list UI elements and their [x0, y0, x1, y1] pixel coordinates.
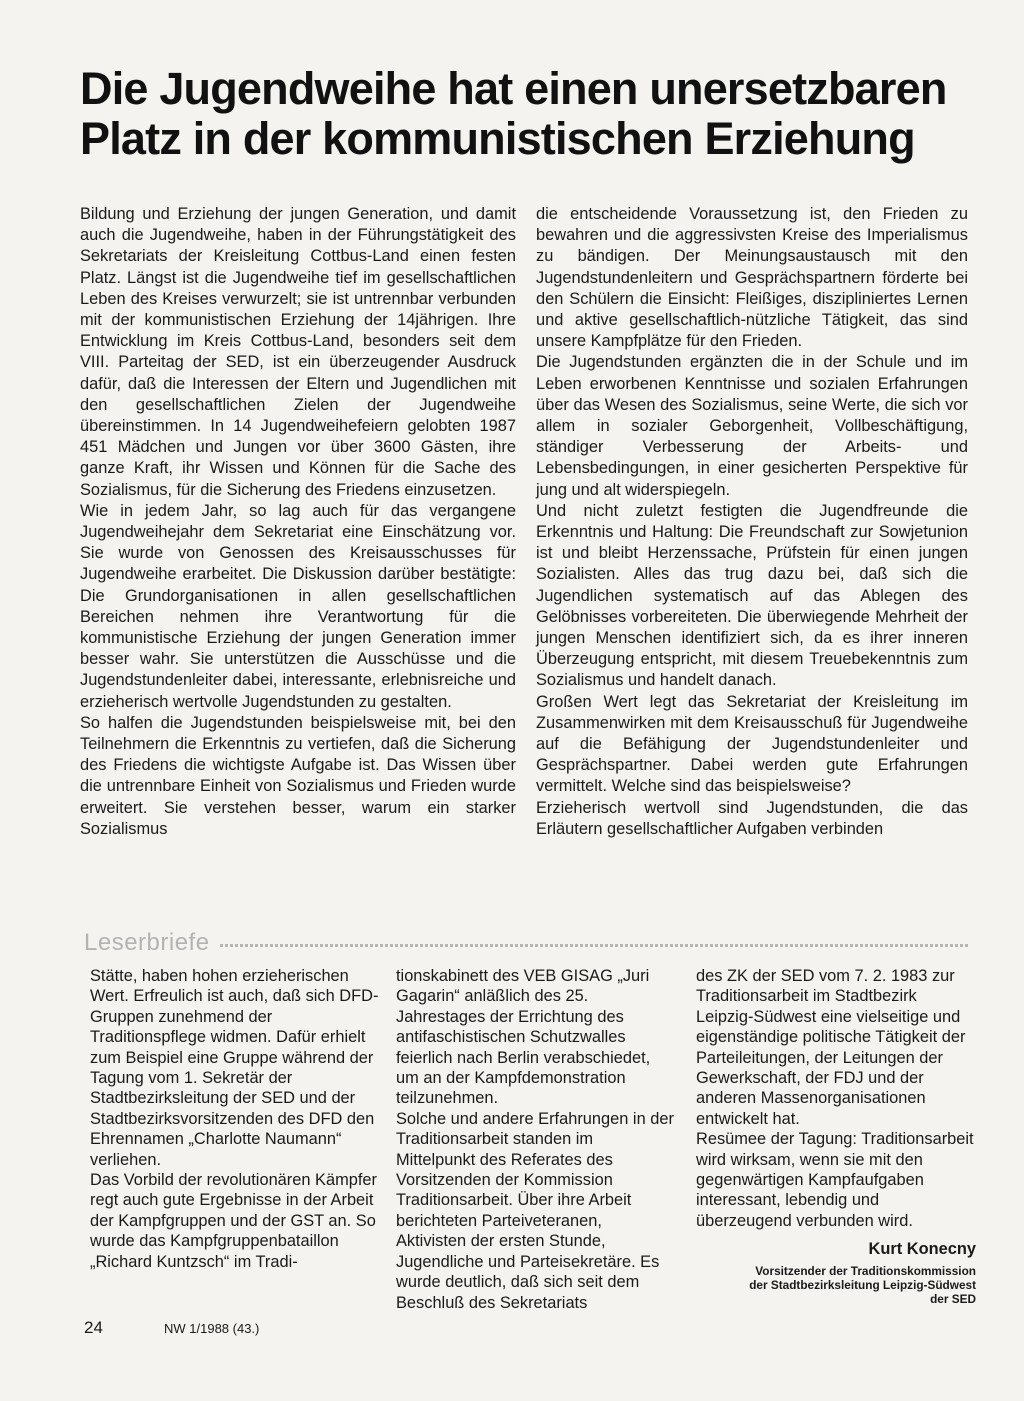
- title-line-2: Platz in der kommunistischen Erziehung: [80, 113, 915, 164]
- article-column-2: [536, 204, 968, 840]
- article-column-1: [80, 204, 516, 840]
- paragraph: Und nicht zuletzt festigten die Jugendfreunde die Erkenntnis und Haltung: Die Freundschaft zur Sowjetunion ist und bleibt Herzenssache, Prüfstein für einen jungen Sozialisten. Alles das trug dazu bei, daß sich die Jugendlichen systematisch auf das Ablegen des Gelöbnisses vorbereiteten. Die überwiegende Mehrheit der jungen Menschen identifiziert sich, da es ihrer inneren Überzeugung entspricht, mit diesem Treuebekenntnis zum Sozialismus und handelt danach.: [536, 501, 968, 690]
- affiliation-line: der Stadtbezirksleitung Leipzig-Südwest: [749, 1277, 976, 1292]
- affiliation-line: der SED: [930, 1291, 976, 1306]
- paragraph: Erzieherisch wertvoll sind Jugendstunden, die das Erläutern gesellschaftlicher Aufgaben verbinden: [536, 798, 968, 838]
- paragraph: Solche und andere Erfahrungen in der Traditionsarbeit standen im Mittelpunkt des Referates des Vorsitzenden der Kommission Traditionsarbeit. Über ihre Arbeit berichteten Parteiveteranen, Aktivisten der ersten Stunde, Jugendliche und Parteisekretäre. Es wurde deutlich, daß sich seit dem Beschluß des Sekretariats: [396, 1109, 674, 1312]
- section-label: Leserbriefe: [84, 929, 210, 956]
- paragraph: Großen Wert legt das Sekretariat der Kreisleitung im Zusammenwirken mit dem Kreisausschuß für Jugendweihe auf die Befähigung der Jugendstundenleiter und Gesprächspartner. Dabei werden gute Erfahrungen vermittelt. Welche sind das beispielsweise?: [536, 692, 968, 796]
- paragraph: tionskabinett des VEB GISAG „Juri Gagarin“ anläßlich des 25. Jahrestages der Errichtung des antifaschistischen Schutzwalles feierlich nach Berlin verabschiedet, um an der Kampfdemonstration teilzunehmen.: [396, 967, 651, 1108]
- paragraph: Bildung und Erziehung der jungen Generation, und damit auch die Jugendweihe, haben in der Führungstätigkeit des Sekretariats der Kreisleitung Cottbus-Land einen festen Platz. Längst ist die Jugendweihe tief im gesellschaftlichen Leben des Kreises verwurzelt; sie ist untrennbar verbunden mit der kommunistischen Erziehung der 14jährigen. Ihre Entwicklung im Kreis Cottbus-Land, besonders seit dem VIII. Parteitag der SED, ist ein überzeugender Ausdruck dafür, daß die Interessen der Eltern und Jugendlichen mit den gesellschaftlichen Zielen der Jugendweihe übereinstimmen. In 14 Jugendweihefeiern gelobten 1987 451 Mädchen und Jungen vor über 3600 Gästen, ihre ganze Kraft, ihr Wissen und Können für die Sache des Sozialismus, für die Sicherung des Friedens einzusetzen.: [80, 205, 516, 499]
- paragraph: die entscheidende Voraussetzung ist, den Frieden zu bewahren und die aggressivsten Kreise des Imperialismus zu bändigen. Der Meinungsaustausch mit den Jugendstundenleitern und Gesprächspartnern förderte bei den Schülern die Einsicht: Fleißiges, diszipliniertes Lernen und aktive gesellschaftlich-nützliche Tätigkeit, das sind unsere Kampfplätze für den Frieden.: [536, 205, 968, 351]
- paragraph: Stätte, haben hohen erzieherischen Wert. Erfreulich ist auch, daß sich DFD-Gruppen zunehmend der Traditionspflege widmen. Dafür erhielt zum Beispiel eine Gruppe während der Tagung vom 1. Sekretär der Stadtbezirksleitung der SED und der Stadtbezirksvorsitzenden des DFD den Ehrennamen „Charlotte Naumann“ verliehen.: [90, 967, 379, 1169]
- article-title: [80, 64, 960, 164]
- title-line-1: Die Jugendweihe hat einen unersetzbaren: [80, 63, 947, 114]
- section-divider: [220, 944, 970, 947]
- letter-column-3: [696, 966, 976, 1306]
- paragraph: des ZK der SED vom 7. 2. 1983 zur Traditionsarbeit im Stadtbezirk Leipzig-Südwest eine vielseitige und eigenständige politische Tätigkeit der Parteileitungen, der Leitungen der Gewerkschaft, der FDJ und der anderen Massenorganisationen entwickelt hat.: [696, 967, 966, 1128]
- letter-column-1: [90, 966, 380, 1272]
- page-number: 24: [84, 1318, 103, 1337]
- paragraph: Das Vorbild der revolutionären Kämpfer regt auch gute Ergebnisse in der Arbeit der Kampfgruppen und der GST an. So wurde das Kampfgruppenbataillon „Richard Kuntzsch“ im Tradi-: [90, 1171, 377, 1271]
- section-header-leserbriefe: [84, 928, 970, 958]
- author-affiliation: [696, 1264, 976, 1306]
- publication-source: NW 1/1988 (43.): [164, 1321, 260, 1336]
- paragraph: So halfen die Jugendstunden beispielsweise mit, bei den Teilnehmern die Erkenntnis zu vertiefen, daß die Sicherung des Friedens die wichtigste Aufgabe ist. Das Wissen über die untrennbare Einheit von Sozialismus und Frieden wurde erweitert. Sie verstehen besser, warum ein starker Sozialismus: [80, 713, 516, 838]
- author-name: Kurt Konecny: [868, 1240, 976, 1259]
- paragraph: Die Jugendstunden ergänzten die in der Schule und im Leben erworbenen Kenntnisse und sozialen Erfahrungen über das Wesen des Sozialismus, seine Werte, die sich vor allem in sozialer Geborgenheit, Vollbeschäftigung, ständiger Verbesserung der Arbeits- und Lebensbedingungen, in einer gesicherten Perspektive für jung und alt widerspiegeln.: [536, 353, 968, 499]
- affiliation-line: Vorsitzender der Traditionskommission: [755, 1263, 976, 1278]
- paragraph: Resümee der Tagung: Traditionsarbeit wird wirksam, wenn sie mit den gegenwärtigen Kampfaufgaben interessant, lebendig und überzeugend verbunden wird.: [696, 1130, 974, 1230]
- paragraph: Wie in jedem Jahr, so lag auch für das vergangene Jugendweihejahr dem Sekretariat eine Einschätzung vor. Sie wurde von Genossen des Kreisausschusses für Jugendweihe erarbeitet. Die Diskussion darüber bestätigte: Die Grundorganisationen in allen gesellschaftlichen Bereichen nehmen ihre Verantwortung für die kommunistische Erziehung der jungen Generation immer besser wahr. Sie unterstützen die Ausschüsse und die Jugendstundenleiter dabei, interessante, erlebnisreiche und erzieherisch wertvolle Jugendstunden zu gestalten.: [80, 501, 516, 711]
- letter-column-2: [396, 966, 674, 1313]
- page-footer: [84, 1318, 259, 1338]
